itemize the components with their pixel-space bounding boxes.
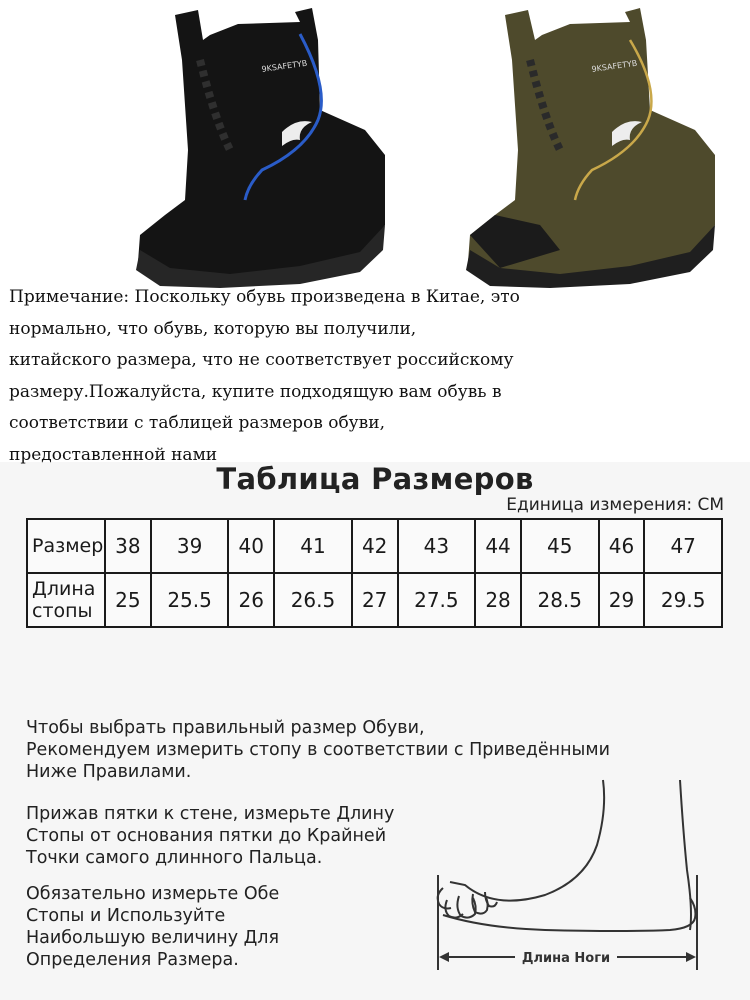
length-row-header [27, 573, 105, 627]
instruction-line: Определения Размера. [26, 950, 239, 970]
length-cell: 25 [105, 573, 151, 627]
size-chart-title: Таблица Размеров [216, 462, 534, 496]
instruction-line: Рекомендуем измерить стопу в соответствии с Приведёнными [26, 740, 610, 760]
svg-text:9KSAFETYB: 9KSAFETYB [261, 58, 308, 74]
size-cell: 44 [475, 519, 521, 573]
length-cell: 26 [228, 573, 274, 627]
size-cell: 40 [228, 519, 274, 573]
size-cell: 38 [105, 519, 151, 573]
svg-text:9KSAFETYB: 9KSAFETYB [591, 58, 638, 74]
size-cell: 42 [352, 519, 398, 573]
size-table [26, 518, 723, 628]
length-cell: 28 [475, 573, 521, 627]
length-cell: 27 [352, 573, 398, 627]
note-line: предоставленной нами [9, 444, 218, 465]
boot-olive-icon [466, 8, 715, 288]
product-boots-image [0, 0, 750, 290]
size-cell: 45 [521, 519, 599, 573]
instruction-both-feet [26, 883, 356, 971]
instruction-line: Чтобы выбрать правильный размер Обуви, [26, 718, 425, 738]
note-line: Примечание: Поскольку обувь произведена в Китае, это [9, 287, 520, 307]
size-cell: 47 [644, 519, 722, 573]
length-cell: 25.5 [151, 573, 229, 627]
length-cell: 28.5 [521, 573, 599, 627]
size-row [27, 519, 722, 573]
instruction-line: Стопы от основания пятки до Крайней [26, 826, 387, 846]
size-cell: 41 [274, 519, 352, 573]
size-chart-unit: Единица измерения: CM [506, 495, 724, 515]
length-header-line: Длина [32, 578, 96, 600]
import-note [9, 282, 549, 471]
length-cell: 26.5 [274, 573, 352, 627]
size-row-header: Размер [27, 519, 105, 573]
length-header-line: стопы [32, 600, 93, 622]
instruction-line: Обязательно измерьте Обе [26, 884, 280, 904]
size-cell: 39 [151, 519, 229, 573]
length-cell: 29.5 [644, 573, 722, 627]
note-line: соответствии с таблицей размеров обуви, [9, 413, 385, 433]
instruction-line: Прижав пятки к стене, измерьте Длину [26, 804, 395, 824]
length-row [27, 573, 722, 627]
size-cell: 46 [599, 519, 645, 573]
foot-length-label: Длина Ноги [521, 951, 611, 966]
size-cell: 43 [398, 519, 476, 573]
instruction-line: Наибольшую величину Для [26, 928, 280, 948]
boot-black-icon [136, 8, 385, 288]
header-area [0, 0, 750, 465]
length-cell: 27.5 [398, 573, 476, 627]
instruction-measure [26, 803, 446, 869]
note-line: нормально, что обувь, которую вы получили, [9, 318, 417, 339]
instruction-line: Ниже Правилами. [26, 762, 192, 782]
instruction-line: Точки самого длинного Пальца. [26, 848, 323, 868]
note-line: размеру.Пожалуйста, купите подходящую вам обувь в [9, 381, 502, 402]
instruction-line: Стопы и Используйте [26, 906, 226, 926]
foot-outline-icon [425, 770, 725, 995]
length-cell: 29 [599, 573, 645, 627]
note-line: китайского размера, что не соответствует российскому [9, 350, 514, 370]
